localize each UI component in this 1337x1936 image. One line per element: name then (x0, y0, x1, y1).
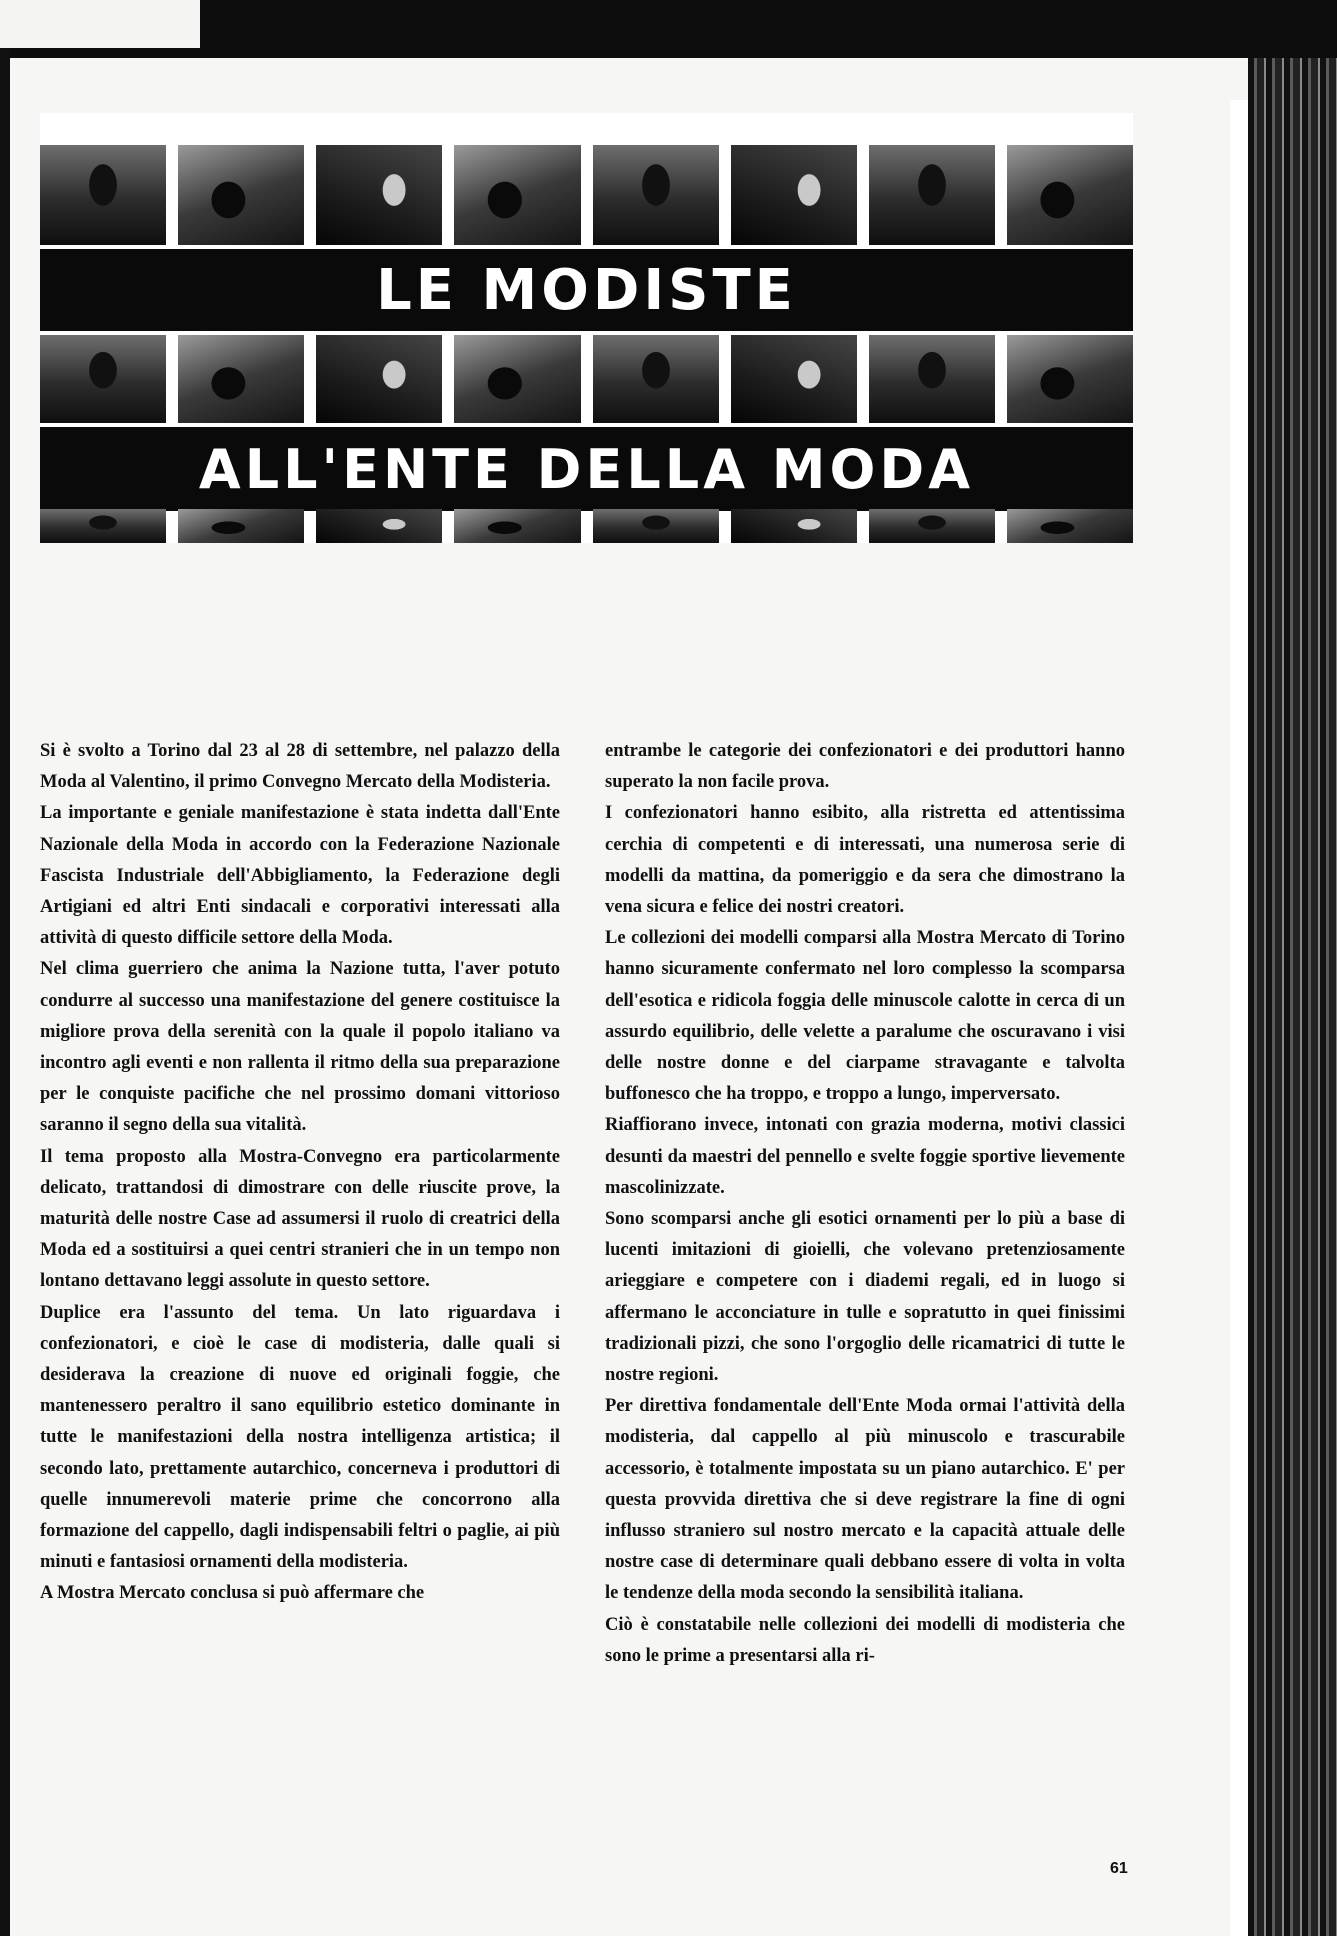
hat-photo (869, 145, 995, 245)
hat-photo (593, 509, 719, 543)
hat-photo (1007, 145, 1133, 245)
hat-photo (178, 335, 304, 423)
article-column-left (40, 736, 560, 1610)
paragraph: La importante e geniale manifestazione è stata indetta dall'Ente Nazionale della Moda in accordo con la Federazione Nazionale Fascista Industriale dell'Abbigliamento, la Federazione degli Artigiani ed altri Enti sindacali e corporativi interessati alla attività di questo difficile settore della Moda. (40, 803, 560, 949)
hat-photo (869, 335, 995, 423)
hat-photo (178, 509, 304, 543)
paragraph: Duplice era l'assunto del tema. Un lato riguardava i confezionatori, e cioè le case di modisteria, dalle quali si desiderava la creazione di nuove ed originali foggie, che mantenessero peraltro il sano equilibrio estetico dominante in tutte le manifestazioni della nostra intelligenza artistica; il secondo lato, prettamente autarchico, concerneva i produttori di quelle innumerevoli materie prime che concorrono alla formazione del cappello, dagli indispensabili feltri o paglie, ai più minuti e fantasiosi ornamenti della modisteria. (40, 1302, 560, 1573)
hat-photo (731, 509, 857, 543)
photo-strip-middle (40, 335, 1133, 423)
title-line-1: LE MODISTE (40, 245, 1133, 335)
book-spine-edge (1248, 58, 1337, 1936)
magazine-page (10, 58, 1248, 1936)
hat-photo (40, 145, 166, 245)
scan-corner (0, 0, 200, 48)
scan-top-border (0, 0, 1337, 58)
paragraph: Ciò è constatabile nelle collezioni dei modelli di modisteria che sono le prime a presentarsi alla ri- (605, 1614, 1125, 1666)
hat-photo (593, 335, 719, 423)
paragraph: Riaffiorano invece, intonati con grazia moderna, motivi classici desunti da maestri del pennello e svelte foggie sportive lievemente mascolinizzate. (605, 1115, 1125, 1198)
hat-photo (316, 509, 442, 543)
hat-photo (178, 145, 304, 245)
hat-photo (1007, 509, 1133, 543)
paragraph: entrambe le categorie dei confezionatori e dei produttori hanno superato la non facile prova. (605, 741, 1125, 793)
hat-photo (40, 335, 166, 423)
article-column-right (605, 736, 1125, 1672)
paragraph: Il tema proposto alla Mostra-Convegno era particolarmente delicato, trattandosi di dimostrare con delle riuscite prove, la maturità delle nostre Case ad assumersi il ruolo di creatrici della Moda ed a sostituirsi a quei centri stranieri che in un tempo non lontano dettavano leggi assolute in questo settore. (40, 1146, 560, 1292)
hat-photo (40, 509, 166, 543)
hat-photo (869, 509, 995, 543)
paragraph: Le collezioni dei modelli comparsi alla Mostra Mercato di Torino hanno sicuramente confermato nel loro complesso la scomparsa dell'esotica e ridicola foggia delle minuscole calotte in cerca di un assurdo equilibrio, delle velette a paralume che oscuravano i visi delle nostre donne e del ciarpame stravagante e talvolta buffonesco che ha troppo, e troppo a lungo, imperversato. (605, 928, 1125, 1105)
photo-strip-bottom (40, 509, 1133, 543)
hat-photo (731, 145, 857, 245)
paragraph: Si è svolto a Torino dal 23 al 28 di settembre, nel palazzo della Moda al Valentino, il primo Convegno Mercato della Modisteria. (40, 741, 560, 793)
page-edge (1230, 100, 1248, 1936)
title-banner (40, 113, 1133, 543)
photo-strip-top (40, 145, 1133, 245)
title-line-2: ALL'ENTE DELLA MODA (40, 423, 1133, 515)
paragraph: A Mostra Mercato conclusa si può affermare che (40, 1583, 425, 1604)
hat-photo (454, 145, 580, 245)
scan-left-border (0, 48, 10, 1936)
paragraph: Nel clima guerriero che anima la Nazione tutta, l'aver potuto condurre al successo una manifestazione del genere costituisce la migliore prova della serenità con la quale il popolo italiano va incontro agli eventi e non rallenta il ritmo della sua preparazione per le conquiste pacifiche che nel prossimo domani vittorioso saranno il segno della sua vitalità. (40, 959, 560, 1136)
paragraph: Sono scomparsi anche gli esotici ornamenti per lo più a base di lucenti imitazioni di gioielli, che volevano pretenziosamente arieggiare e competere con i diademi regali, ed in luogo si affermano le acconciature in tulle e sopratutto in quei finissimi tradizionali pizzi, che sono l'orgoglio delle ricamatrici di tutte le nostre regioni. (605, 1209, 1125, 1386)
page-number: 61 (1110, 1860, 1128, 1877)
hat-photo (316, 145, 442, 245)
paragraph: I confezionatori hanno esibito, alla ristretta ed attentissima cerchia di competenti e di interessati, una numerosa serie di modelli da mattina, da pomeriggio e da sera che dimostrano la vena sicura e felice dei nostri creatori. (605, 803, 1125, 918)
paragraph: Per direttiva fondamentale dell'Ente Moda ormai l'attività della modisteria, dal cappello al più minuscolo e trascurabile accessorio, è totalmente impostata su un piano autarchico. E' per questa provvida direttiva che si deve registrare la fine di ogni influsso straniero sul nostro mercato e la capacità attuale delle nostre case di determinare quali debbano essere di volta in volta le tendenze della moda secondo la sensibilità italiana. (605, 1396, 1125, 1604)
hat-photo (731, 335, 857, 423)
hat-photo (1007, 335, 1133, 423)
hat-photo (593, 145, 719, 245)
hat-photo (316, 335, 442, 423)
hat-photo (454, 509, 580, 543)
hat-photo (454, 335, 580, 423)
